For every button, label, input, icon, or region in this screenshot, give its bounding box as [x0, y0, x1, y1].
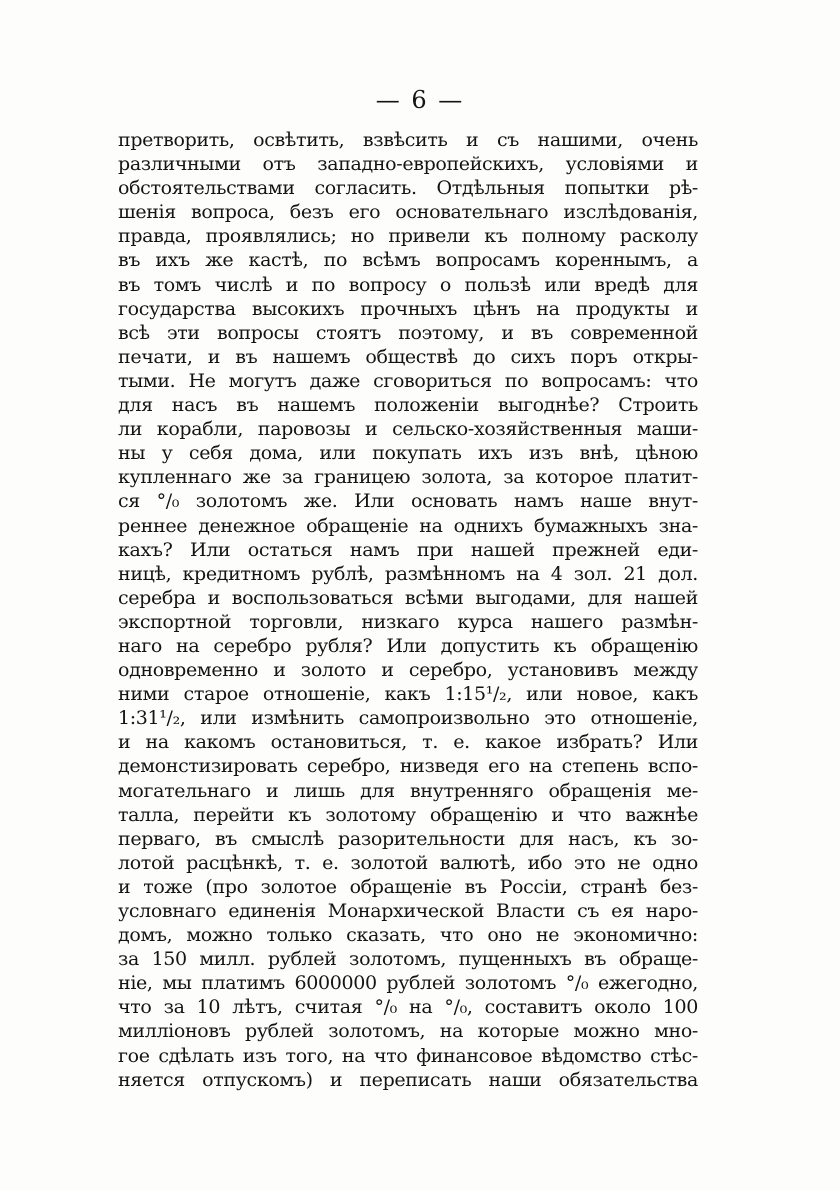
text-line: и на какомъ остановиться, т. е. какое избрать? Или [118, 731, 698, 754]
text-line: тыми. Не могутъ даже сговориться по вопросамъ: что [118, 369, 698, 392]
text-line: въ ихъ же кастѣ, по всѣмъ вопросамъ кореннымъ, а [118, 249, 698, 272]
text-line: и тоже (про золотое обращеніе въ Россіи, странѣ без- [118, 875, 698, 898]
text-line: ницѣ, кредитномъ рублѣ, размѣнномъ на 4 зол. 21 дол. [118, 562, 698, 585]
text-line: лотой расцѣнкѣ, т. е. золотой валютѣ, ибо это не одно [118, 851, 698, 874]
body-text [118, 128, 698, 1092]
text-line: 1:31¹/₂, или измѣнить самопроизвольно это отношеніе, [118, 707, 698, 730]
text-line: серебра и воспользоваться всѣми выгодами, для нашей [118, 586, 698, 609]
text-line: демонстизировать серебро, низведя его на степень вспо- [118, 755, 698, 778]
text-line: домъ, можно только сказать, что оно не экономично: [118, 924, 698, 947]
text-line: печати, и въ нашемъ обществѣ до сихъ поръ откры- [118, 345, 698, 368]
text-line: для насъ въ нашемъ положеніи выгоднѣе? Строить [118, 394, 698, 417]
text-line: государства высокихъ прочныхъ цѣнъ на продукты и [118, 297, 698, 320]
text-line: гое сдѣлать изъ того, на что финансовое вѣдомство стѣс- [118, 1044, 698, 1067]
text-line: ними старое отношеніе, какъ 1:15¹/₂, или новое, какъ [118, 683, 698, 706]
text-line: могательнаго и лишь для внутренняго обращенія ме- [118, 779, 698, 802]
text-line: различными отъ западно-европейскихъ, условіями и [118, 153, 698, 176]
text-line: условнаго единенія Монархической Власти съ ея наро- [118, 900, 698, 922]
text-line: купленнаго же за границею золота, за которое платит- [118, 466, 698, 489]
page-number: — 6 — [375, 86, 465, 114]
text-line: няется отпускомъ) и переписать наши обязательства [118, 1068, 698, 1091]
text-line: талла, перейти къ золотому обращенію и что важнѣе [118, 803, 698, 826]
text-line: одновременно и золото и серебро, установивъ между [118, 659, 698, 682]
text-line: претворить, освѣтить, взвѣсить и съ нашими, очень [118, 129, 698, 151]
text-line: шенія вопроса, безъ его основательнаго изслѣдованія, [118, 201, 698, 224]
text-line: ли корабли, паровозы и сельско-хозяйственныя маши- [118, 418, 698, 441]
text-line: ніе, мы платимъ 6000000 рублей золотомъ °/₀ ежегодно, [118, 972, 698, 995]
text-line: перваго, въ смыслѣ разорительности для насъ, къ зо- [118, 827, 698, 850]
text-line: въ томъ числѣ и по вопросу о пользѣ или вредѣ для [118, 273, 698, 296]
text-line: кахъ? Или остаться намъ при нашей прежней еди- [118, 538, 698, 561]
text-line: всѣ эти вопросы стоятъ поэтому, и въ современной [118, 321, 698, 344]
text-line: наго на серебро рубля? Или допустить къ обращенію [118, 634, 698, 657]
text-line: правда, проявлялись; но привели къ полному расколу [118, 225, 698, 248]
text-line: за 150 милл. рублей золотомъ, пущенныхъ въ обраще- [118, 948, 698, 971]
text-line: что за 10 лѣтъ, считая °/₀ на °/₀, составитъ около 100 [118, 996, 698, 1019]
text-line: реннее денежное обращеніе на однихъ бумажныхъ зна- [118, 514, 698, 537]
text-line: ся °/₀ золотомъ же. Или основать намъ наше внут- [118, 490, 698, 513]
text-line: ны у себя дома, или покупать ихъ изъ внѣ, цѣною [118, 442, 698, 465]
text-line: милліоновъ рублей золотомъ, на которые можно мно- [118, 1020, 698, 1043]
text-line: обстоятельствами согласить. Отдѣльныя попытки рѣ- [118, 177, 698, 200]
text-line: экспортной торговли, низкаго курса нашего размѣн- [118, 610, 698, 633]
